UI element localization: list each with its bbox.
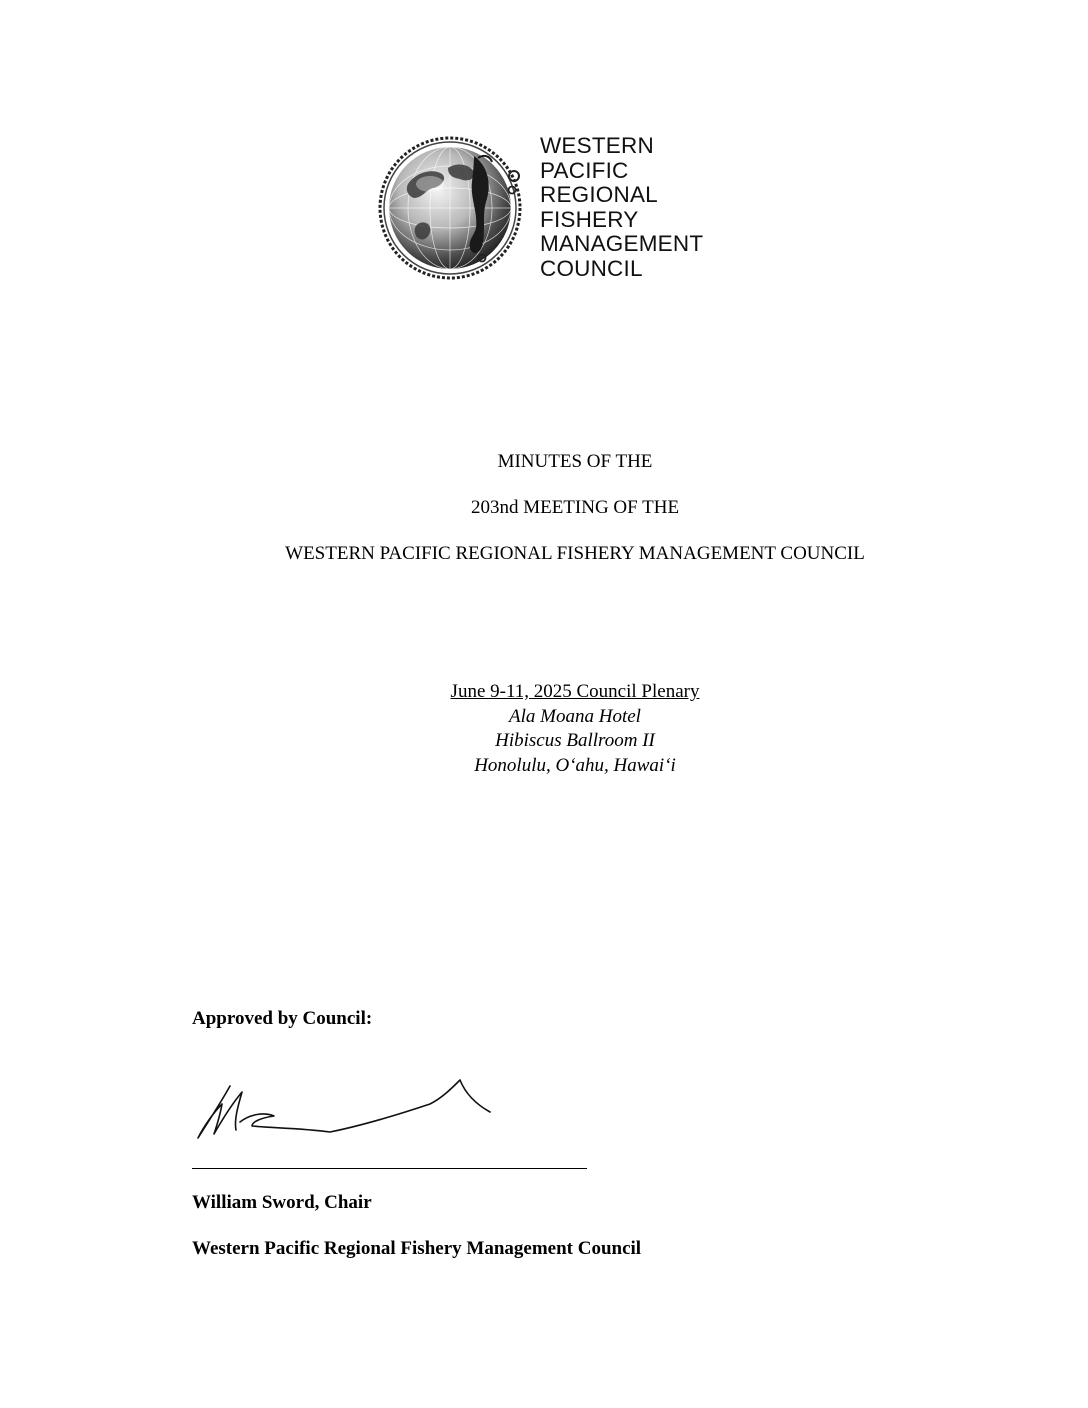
signature-line bbox=[192, 1168, 587, 1169]
title-line-meeting-number: 203nd MEETING OF THE bbox=[470, 497, 680, 518]
meeting-dates: June 9-11, 2025 Council Plenary bbox=[450, 681, 700, 702]
council-logo bbox=[378, 132, 718, 282]
chair-signature bbox=[190, 1074, 500, 1144]
logo-name-line: MANAGEMENT bbox=[540, 231, 704, 257]
logo-name-line: WESTERN bbox=[540, 133, 654, 158]
signer-organization: Western Pacific Regional Fishery Management Council bbox=[192, 1238, 642, 1259]
logo-name-line: FISHERY bbox=[540, 206, 639, 232]
council-name-wordmark bbox=[540, 134, 703, 282]
logo-name-line: COUNCIL bbox=[540, 255, 643, 281]
meeting-details bbox=[0, 680, 1088, 778]
logo-name-line: REGIONAL bbox=[540, 182, 658, 208]
globe-fishhook-emblem-icon bbox=[378, 132, 528, 282]
signer-name: William Sword, Chair bbox=[192, 1192, 372, 1213]
meeting-room: Hibiscus Ballroom II bbox=[495, 730, 655, 752]
meeting-location: Honolulu, O‘ahu, Hawai‘i bbox=[474, 754, 676, 776]
approval-label: Approved by Council: bbox=[192, 1008, 373, 1029]
title-line-council-name: WESTERN PACIFIC REGIONAL FISHERY MANAGEMENT COUNCIL bbox=[285, 543, 865, 564]
logo-name-line: PACIFIC bbox=[540, 157, 629, 183]
meeting-hotel: Ala Moana Hotel bbox=[509, 705, 641, 727]
title-line-minutes: MINUTES OF THE bbox=[497, 451, 653, 472]
